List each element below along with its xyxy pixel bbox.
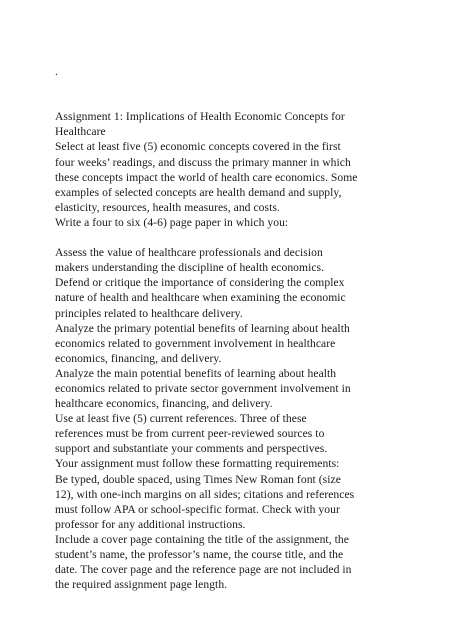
text-line: must follow APA or school-specific format. Check with your (55, 502, 340, 516)
text-line: principles related to healthcare delivery. (55, 306, 243, 320)
text-line: professor for any additional instructions. (55, 517, 246, 531)
blank-line (55, 79, 445, 94)
text-line: Your assignment must follow these formatting requirements: (55, 457, 340, 471)
text-line: Be typed, double spaced, using Times New Roman font (size (55, 472, 341, 486)
text-line: economics related to private sector government involvement in (55, 381, 351, 395)
text-line: 12), with one-inch margins on all sides; citations and references (55, 487, 355, 501)
text-line: Analyze the primary potential benefits of learning about health (55, 321, 350, 335)
text-line: references must be from current peer-reviewed sources to (55, 427, 325, 441)
text-line: elasticity, resources, health measures, and costs. (55, 200, 280, 214)
blank-line (55, 94, 445, 109)
text-line: Defend or critique the importance of considering the complex (55, 276, 345, 290)
blank-line (55, 230, 445, 245)
text-line: date. The cover page and the reference page are not included in (55, 563, 352, 577)
text-line: Include a cover page containing the title of the assignment, the (55, 532, 349, 546)
text-line: the required assignment page length. (55, 578, 228, 592)
text-line: Select at least five (5) economic concepts covered in the first (55, 140, 341, 154)
text-line: healthcare economics, financing, and delivery. (55, 397, 273, 411)
text-line: four weeks’ readings, and discuss the primary manner in which (55, 155, 351, 169)
text-line: Use at least five (5) current references. Three of these (55, 412, 307, 426)
text-line: nature of health and healthcare when examining the economic (55, 291, 346, 305)
text-line: Assess the value of healthcare professionals and decision (55, 246, 323, 260)
document-body (55, 64, 445, 592)
text-line: economics, financing, and delivery. (55, 351, 222, 365)
text-line: student’s name, the professor’s name, the course title, and the (55, 548, 344, 561)
text-line: Analyze the main potential benefits of learning about health (55, 366, 337, 380)
text-line: these concepts impact the world of health care economics. Some (55, 170, 358, 184)
text-line: makers understanding the discipline of health economics. (55, 261, 325, 275)
text-line: . (55, 65, 58, 78)
text-line: Write a four to six (4-6) page paper in which you: (55, 215, 289, 229)
text-line: support and substantiate your comments and perspectives. (55, 442, 328, 456)
text-line: economics related to government involvement in healthcare (55, 336, 336, 350)
text-line: Healthcare (55, 125, 106, 139)
text-line: examples of selected concepts are health demand and supply, (55, 185, 342, 199)
text-line: Assignment 1: Implications of Health Economic Concepts for (55, 110, 345, 124)
